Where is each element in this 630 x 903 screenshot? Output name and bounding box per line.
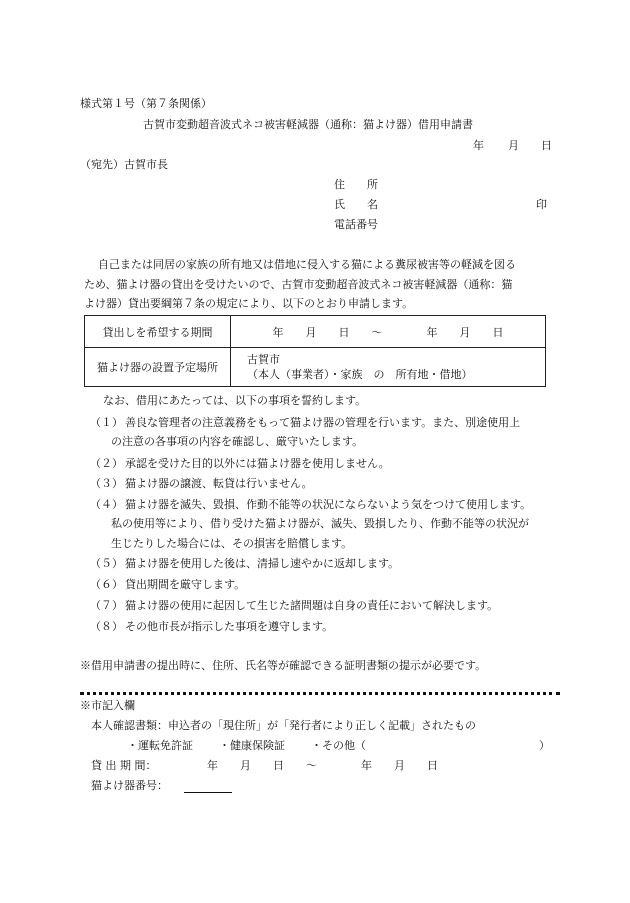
pledge-item-number: （４）	[90, 498, 123, 511]
period-label: 貸出しを希望する期間	[85, 316, 231, 348]
addressee: （宛先）古賀市長	[80, 158, 168, 171]
pledge-item-text-cont: の注意の各事項の内容を確認し、厳守いたします。	[111, 435, 364, 448]
pledge-item-number: （８）	[90, 620, 123, 633]
pledge-intro: なお、借用にあたっては、以下の事項を誓約します。	[103, 394, 367, 407]
location-options: （本人（事業者）・家族 の 所有地・借地）	[247, 368, 473, 381]
pledge-item-number: （６）	[90, 578, 123, 591]
loan-period-value-field[interactable]: 年 月 日 ～ 年 月 日	[207, 759, 438, 772]
intro-line-1: 自己または同居の家族の所有地又は借地に侵入する猫による糞尿被害等の軽減を図る	[98, 258, 516, 271]
pledge-item-text: 善良な管理者の注意義務をもって猫よけ器の管理を行います。また、別途使用上	[125, 416, 521, 429]
pledge-item-number: （３）	[90, 477, 123, 490]
location-city: 古賀市	[247, 353, 280, 366]
form-title: 古賀市変動超音波式ネコ被害軽減器（通称：猫よけ器）借用申請書	[143, 118, 473, 131]
intro-line-2: ため、猫よけ器の貸出を受けたいので、古賀市変動超音波式ネコ被害軽減器（通称：猫	[84, 278, 513, 291]
location-row	[85, 348, 546, 387]
form-number: 様式第１号（第７条関係）	[80, 97, 212, 110]
option-drivers-license[interactable]: ・運転免許証	[127, 739, 193, 752]
pledge-item-number: （１）	[90, 416, 123, 429]
intro-line-3: よけ器）貸出要綱第７条の規定により、以下のとおり申請します。	[84, 297, 414, 310]
name-label: 氏 名	[334, 198, 378, 211]
pledge-item-number: （５）	[90, 557, 123, 570]
period-row	[85, 316, 546, 348]
loan-request-table	[84, 315, 546, 387]
option-other-close-paren: ）	[539, 739, 550, 752]
pledge-item-text: 承認を受けた目的以外には猫よけ器を使用しません。	[125, 457, 390, 470]
address-label: 住 所	[334, 178, 378, 191]
date-day-label: 日	[541, 139, 552, 152]
id-docs-requirement: 本人確認書類：申込者の「現住所」が「発行者により正しく記載」されたもの	[91, 719, 476, 732]
seal-mark: 印	[536, 198, 547, 211]
office-use-heading: ※市記入欄	[80, 699, 135, 712]
date-month-label: 月	[508, 139, 519, 152]
dotted-divider	[80, 692, 560, 695]
pledge-item-text: 貸出期間を厳守します。	[125, 578, 246, 591]
device-number-field[interactable]	[184, 792, 232, 793]
date-year-label: 年	[473, 139, 484, 152]
pledge-item-text-cont: 生じたりした場合には、その損害を賠償します。	[111, 537, 353, 550]
location-value-field[interactable]	[231, 348, 546, 387]
loan-period-label: 貸 出 期 間：	[91, 759, 157, 772]
option-health-insurance[interactable]: ・健康保険証	[219, 739, 285, 752]
pledge-item-text: 猫よけ器の使用に起因して生じた諸問題は自身の責任において解決します。	[125, 599, 499, 612]
location-label: 猫よけ器の設置予定場所	[85, 348, 231, 387]
option-other[interactable]: ・その他（	[311, 739, 366, 752]
pledge-item-text: 猫よけ器の譲渡、転貸は行いません。	[125, 477, 313, 490]
device-number-label: 猫よけ器番号：	[91, 779, 168, 792]
period-value-field[interactable]: 年 月 日 ～ 年 月 日	[231, 316, 546, 348]
id-document-note: ※借用申請書の提出時に、住所、氏名等が確認できる証明書類の提示が必要です。	[80, 659, 487, 672]
pledge-item-text-cont: 私の使用等により、借り受けた猫よけ器が、滅失、毀損したり、作動不能等の状況が	[111, 517, 529, 530]
pledge-item-number: （７）	[90, 599, 123, 612]
pledge-item-number: （２）	[90, 457, 123, 470]
pledge-item-text: その他市長が指示した事項を遵守します。	[125, 620, 334, 633]
pledge-item-text: 猫よけ器を使用した後は、清掃し速やかに返却します。	[125, 557, 400, 570]
phone-label: 電話番号	[334, 218, 378, 231]
pledge-item-text: 猫よけ器を滅失、毀損、作動不能等の状況にならないよう気をつけて使用します。	[125, 498, 532, 511]
